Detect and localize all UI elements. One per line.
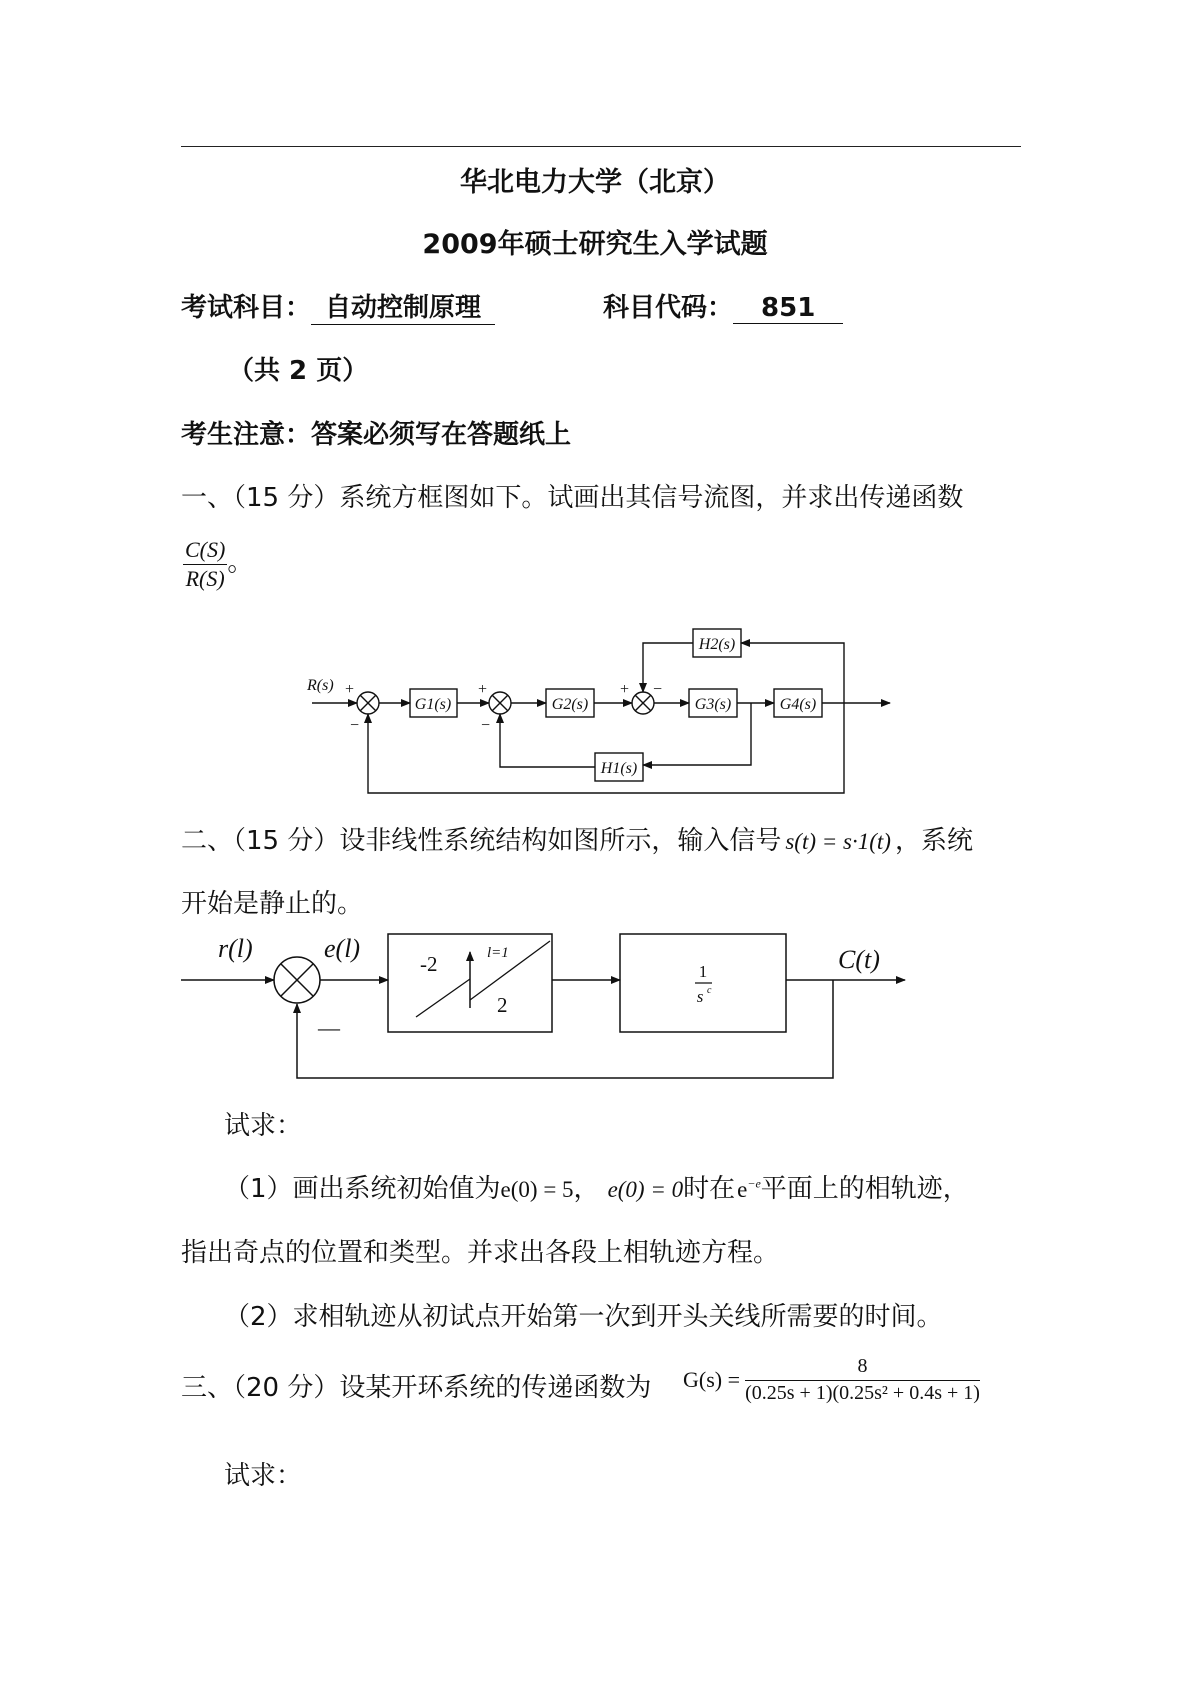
q2-label-output: C(t) bbox=[838, 945, 880, 974]
q3-transfer-function bbox=[683, 1355, 980, 1405]
q1-sign-plus-2: + bbox=[478, 681, 488, 698]
q2-item1 bbox=[224, 1168, 969, 1205]
subject-label: 考试科目： bbox=[181, 293, 312, 323]
subject-value: 自动控制原理 bbox=[311, 287, 495, 325]
q1-label-input: R(s) bbox=[307, 677, 334, 694]
q2-plant-den: s bbox=[696, 987, 704, 1006]
q1-frac-den: R(S) bbox=[185, 566, 225, 591]
q1-frac-num: C(S) bbox=[183, 537, 227, 565]
code-value: 851 bbox=[733, 293, 843, 324]
q2-item1-sep: ， bbox=[573, 1174, 600, 1204]
exam-notice: 考生注意：答案必须写在答题纸上 bbox=[181, 420, 572, 450]
q2-item2: （2）求相轨迹从初试点开始第一次到开头关线所需要的时间。 bbox=[224, 1302, 943, 1332]
q2-item1-formula3-sup: −e bbox=[747, 1176, 761, 1191]
q2-nl-left-value: -2 bbox=[420, 952, 438, 976]
q2-item1-c: 平面上的相轨迹， bbox=[760, 1174, 969, 1204]
q2-ask: 试求： bbox=[224, 1111, 303, 1141]
q2-nl-top-value: l=1 bbox=[487, 945, 509, 961]
q1-sign-minus-2: − bbox=[481, 717, 491, 734]
q1-label-g1: G1(s) bbox=[414, 696, 452, 713]
university-title: 华北电力大学（北京） bbox=[460, 167, 730, 198]
q2-input-formula: s(t) = s·1(t) bbox=[785, 829, 891, 854]
q2-feedback-path bbox=[297, 980, 833, 1078]
q2-item1-formula3: e bbox=[737, 1177, 748, 1202]
q1-label-g3: G3(s) bbox=[694, 696, 732, 713]
q3-text: 三、（20 分）设某开环系统的传递函数为 bbox=[181, 1373, 652, 1403]
q3-frac-num: 8 bbox=[745, 1355, 980, 1381]
page-count: （共 2 页） bbox=[228, 356, 369, 386]
exam-title: 2009年硕士研究生入学试题 bbox=[422, 229, 768, 260]
q2-item1-a: （1）画出系统初始值为 bbox=[224, 1174, 501, 1204]
q1-sign-plus-3: + bbox=[620, 681, 630, 698]
code-label: 科目代码： bbox=[603, 293, 734, 323]
q2-plant-den-sup: c bbox=[707, 985, 712, 996]
q3-g-label: G(s) = bbox=[683, 1367, 741, 1392]
q2-label-input: r(l) bbox=[218, 934, 253, 963]
q3-ask: 试求： bbox=[224, 1461, 303, 1491]
q2-item1-b: 时在 bbox=[683, 1174, 736, 1204]
q1-label-g4: G4(s) bbox=[779, 696, 817, 713]
q2-label-error: e(l) bbox=[324, 934, 361, 963]
q2-nl-right-segment bbox=[470, 941, 550, 1000]
q2-item1-line2: 指出奇点的位置和类型。并求出各段上相轨迹方程。 bbox=[181, 1238, 780, 1268]
q2-nl-bottom-value: 2 bbox=[497, 993, 508, 1017]
q3-frac-den: (0.25s + 1)(0.25s² + 0.4s + 1) bbox=[745, 1382, 980, 1404]
q3-fraction bbox=[745, 1355, 980, 1405]
q1-text: 一、（15 分）系统方框图如下。试画出其信号流图，并求出传递函数 bbox=[181, 483, 964, 513]
q1-period: 。 bbox=[227, 547, 254, 578]
q1-label-g2: G2(s) bbox=[551, 696, 589, 713]
q1-sign-plus-1: + bbox=[345, 681, 355, 698]
q1-sign-minus-3: − bbox=[653, 681, 663, 698]
q2-plant-num: 1 bbox=[698, 962, 708, 981]
q2-text-b: ，系统 bbox=[894, 826, 973, 856]
q1-label-h2: H2(s) bbox=[698, 636, 736, 653]
q2-item1-formula2: e(0) = 0 bbox=[607, 1177, 684, 1202]
q2-feedback-sign: — bbox=[318, 1015, 340, 1040]
q2-line2: 开始是静止的。 bbox=[181, 889, 364, 919]
q2-text-a: 二、（15 分）设非线性系统结构如图所示，输入信号 bbox=[181, 826, 782, 856]
q1-sign-minus-1: − bbox=[350, 717, 360, 734]
q1-label-h1: H1(s) bbox=[600, 760, 638, 777]
q2-nl-left-segment bbox=[416, 979, 470, 1017]
q2-item1-formula1: e(0) = 5 bbox=[500, 1177, 574, 1202]
